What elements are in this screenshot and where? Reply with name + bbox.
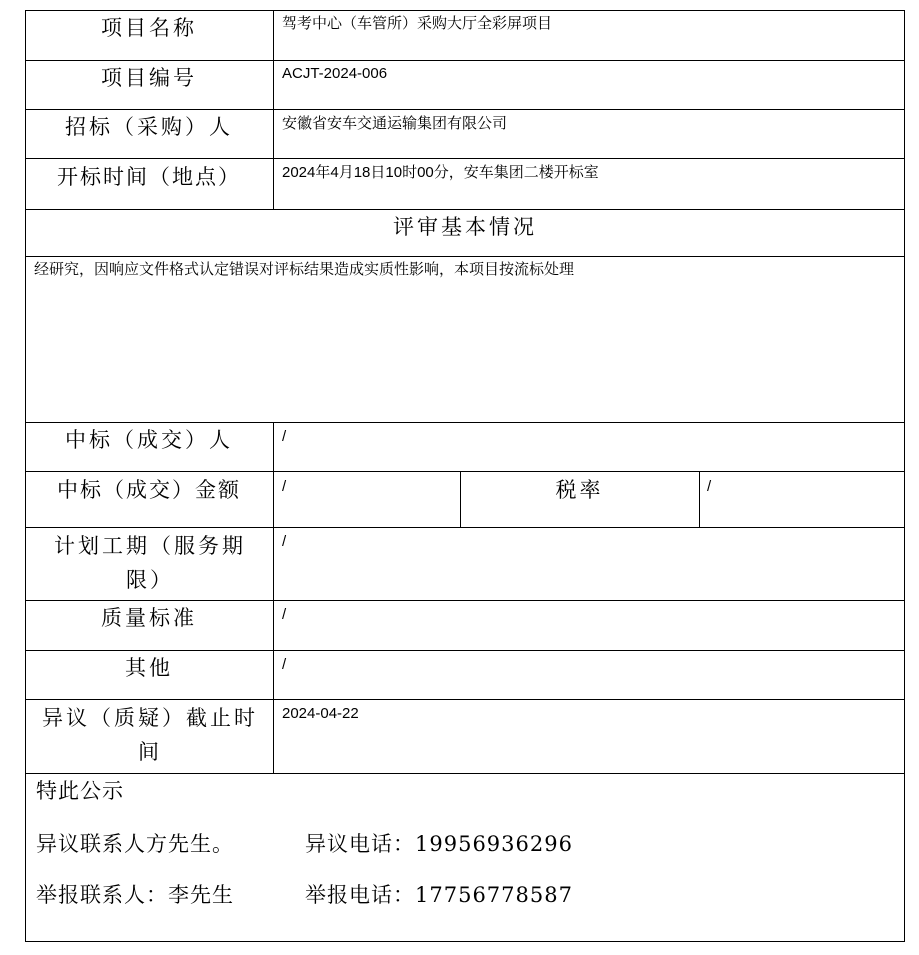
other-label: 其他 — [125, 656, 173, 680]
quality-value: / — [282, 606, 287, 623]
tax-rate-label: 税率 — [555, 478, 604, 502]
row-divider — [25, 256, 905, 257]
column-divider — [273, 10, 274, 209]
row-divider — [25, 471, 905, 472]
purchaser-value: 安徽省安车交通运输集团有限公司 — [282, 115, 508, 132]
row-divider — [25, 699, 905, 700]
schedule-label: 计划工期（服务期限） — [54, 534, 246, 592]
report-phone: 举报电话：17756778587 — [305, 883, 573, 907]
notice-text: 特此公示 — [36, 779, 124, 803]
objection-deadline-label: 异议（质疑）截止时间 — [42, 706, 258, 764]
tax-rate-value: / — [707, 478, 712, 495]
row-divider — [25, 773, 905, 774]
objection-deadline-value: 2024-04-22 — [282, 705, 359, 722]
other-value: / — [282, 656, 287, 673]
schedule-value: / — [282, 533, 287, 550]
row-divider — [25, 158, 905, 159]
report-contact: 举报联系人：李先生 — [36, 883, 234, 907]
winner-value: / — [282, 428, 287, 445]
amount-label: 中标（成交）金额 — [57, 478, 241, 502]
review-heading: 评审基本情况 — [393, 215, 537, 239]
purchaser-label: 招标（采购）人 — [65, 115, 233, 139]
quality-label: 质量标准 — [101, 606, 197, 630]
bid-opening-label: 开标时间（地点） — [57, 165, 241, 189]
objection-contact: 异议联系人方先生。 — [36, 832, 234, 856]
bid-opening-value: 2024年4月18日10时00分，安车集团二楼开标室 — [282, 164, 599, 181]
project-number-label: 项目编号 — [101, 66, 197, 90]
review-text: 经研究，因响应文件格式认定错误对评标结果造成实质性影响，本项目按流标处理 — [34, 261, 575, 278]
project-name-value: 驾考中心（车管所）采购大厅全彩屏项目 — [282, 15, 553, 32]
column-divider — [273, 422, 274, 773]
winner-label: 中标（成交）人 — [65, 428, 233, 452]
project-name-label: 项目名称 — [101, 16, 197, 40]
column-divider — [699, 471, 700, 527]
amount-value: / — [282, 478, 287, 495]
row-divider — [25, 527, 905, 528]
objection-phone: 异议电话：19956936296 — [305, 832, 573, 856]
project-number-value: ACJT-2024-006 — [282, 65, 388, 82]
